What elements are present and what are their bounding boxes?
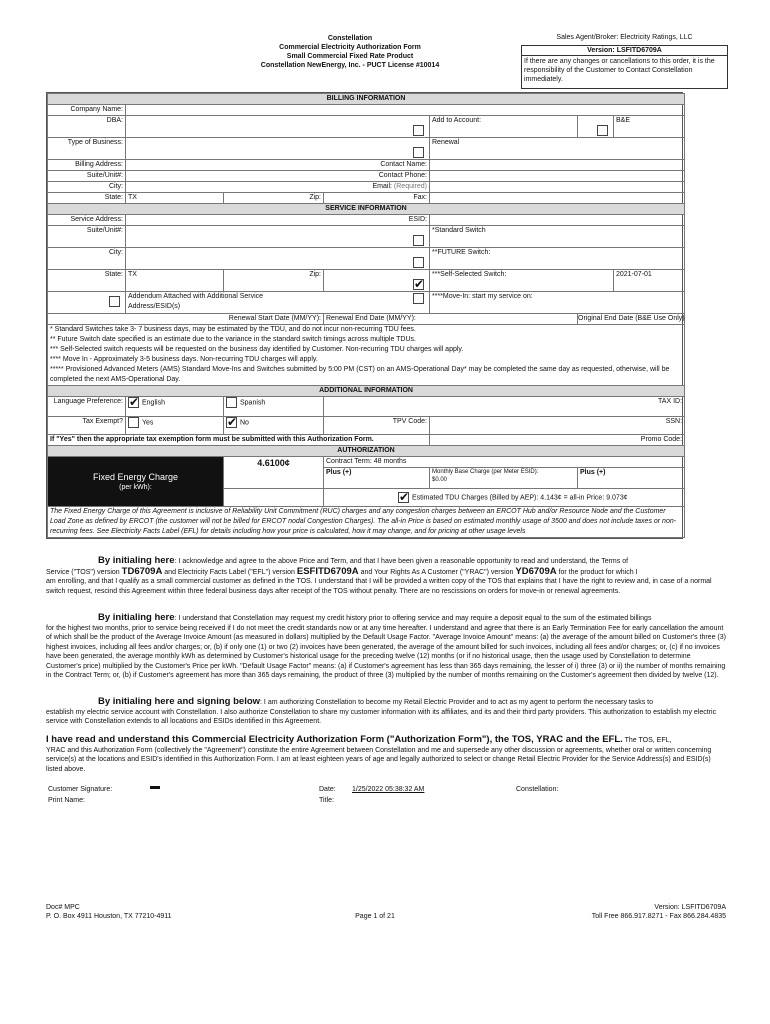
service-state-label: State:: [48, 270, 126, 292]
service-suite-label: Suite/Unit#:: [48, 226, 126, 248]
addendum-checkbox-cell[interactable]: [48, 292, 126, 314]
spanish-option[interactable]: Spanish: [224, 397, 324, 417]
service-suite-field[interactable]: [126, 226, 430, 248]
self-selected-date[interactable]: 2021-07-01: [614, 270, 685, 292]
billing-zip-label: Zip:: [224, 193, 324, 204]
move-in-label: ****Move-In: start my service on:: [430, 292, 685, 314]
billing-suite-label: Suite/Unit#:: [48, 171, 126, 182]
future-switch-checkbox[interactable]: [413, 257, 424, 268]
service-city-label: City:: [48, 248, 126, 270]
footer-right: [520, 903, 726, 921]
form-header: [230, 34, 470, 70]
header-right-box: [521, 34, 728, 89]
promo-code-label: Promo Code:: [430, 435, 685, 446]
constellation-label: Constellation:: [516, 786, 559, 793]
ssn-label: SSN:: [430, 417, 685, 435]
billing-state-value[interactable]: TX: [126, 193, 224, 204]
billing-address-label: Billing Address:: [48, 160, 126, 171]
title-label: Title:: [319, 797, 334, 804]
license-line: Constellation NewEnergy, Inc. - PUCT License #10014: [260, 62, 440, 69]
add-to-account-label: Add to Account:: [430, 116, 578, 138]
company-name-field[interactable]: [126, 105, 685, 116]
read-understand-lead: I have read and understand this Commercial Electricity Authorization Form ("Authorization Form"), the TOS, YRAC and the EFL.: [46, 734, 623, 745]
estimated-tdu: ✔Estimated TDU Charges (Billed by AEP): 4.143¢ = all-in Price: 9.073¢: [324, 489, 685, 507]
read-understand-paragraph: I have read and understand this Commercial Electricity Authorization Form ("Authorization Form"), the TOS, YRAC and the EFL. The TOS, EFL, YRAC and this Authorization Form (collectively the "Agreement") constitute the entire Agreement between Constellation and me and supersede any other discussion or agreements, whether oral or written concerning service(s) at the locations and ESID's identified in this Authorization Form. I am at least eighteen years of age and legally authorized to select or change Retail Electric Provider for the Service Address(s) and ESID(s) listed above.: [46, 734, 712, 773]
language-label: Language Preference:: [48, 397, 126, 417]
footer-left: [46, 903, 172, 921]
estimated-tdu-checkbox[interactable]: [398, 492, 409, 503]
billing-city-label: City:: [48, 182, 126, 193]
tos-version: TD6709A: [121, 565, 163, 577]
tax-no-checkbox[interactable]: [226, 417, 237, 428]
form-frame: [46, 92, 683, 539]
contract-term: Contract Term: 48 months: [324, 457, 685, 468]
tax-no-option[interactable]: ✔ No: [224, 417, 324, 435]
renewal-end-label: Renewal End Date (MM/YY):: [324, 314, 578, 325]
efl-version: ESFITD6709A: [296, 565, 359, 577]
date-value: 1/25/2022 05:38:32 AM: [352, 786, 425, 793]
addendum-checkbox[interactable]: [109, 296, 120, 307]
fax-label: Fax:: [324, 193, 430, 204]
english-checkbox[interactable]: [128, 397, 139, 408]
service-address-label: Service Address:: [48, 215, 126, 226]
plus-label-1: Plus (+): [324, 468, 430, 489]
addendum-cell: [126, 292, 430, 314]
initial-3-lead[interactable]: By initialing here and signing below: [98, 696, 261, 707]
dba-field[interactable]: [126, 116, 430, 138]
service-city-field[interactable]: [126, 248, 430, 270]
initial-3-paragraph: By initialing here and signing below: I am authorizing Constellation to become my Retail Electric Provider and to act as my agent to perform the necessary tasks to establish my electric service account with Constellation. I also authorize Constellation to share my customer information with its affiliates, and its and their third party providers. This authorization to establish my electric service with Constellation extends to all locations and ESIDs identified in this Agreement.: [46, 696, 717, 725]
renewal-checkbox[interactable]: [413, 147, 424, 158]
switch-notes: * Standard Switches take 3- 7 business days, may be estimated by the TDU, and do not incur non-recurring TDU fees. ** Future Switch date specified is an estimate due to the variance in the standard switch timings across multiple TDUs. *** Self-Selected switch requests will be requested on the business day identified by Customer. Non-recurring TDU charges will apply. **** Move In - Approximately 3-5 business days. Non-recurring TDU charges will apply. ***** Provisioned Advanced Meters (AMS) Standard Move-Ins and Switches submitted by 5:00 PM (CST) on an AMS-Operational Day* may be completed the same day as requested, otherwise, will be completed the next AMS-Operational Day.: [48, 325, 685, 386]
fax-field[interactable]: [430, 193, 685, 204]
billing-table: [47, 93, 685, 538]
form-title: Commercial Electricity Authorization Form: [279, 44, 421, 51]
customer-signature-mark[interactable]: ▬: [150, 781, 160, 792]
page-number: Page 1 of 21: [355, 913, 395, 920]
broker-line: Sales Agent/Broker: Electricity Ratings, LLC: [556, 34, 693, 41]
yrac-version: YD6709A: [515, 565, 557, 577]
renewal-label: Renewal: [430, 138, 685, 160]
type-of-business-label: Type of Business:: [48, 138, 126, 160]
esid-label: ESID:: [126, 215, 430, 226]
initial-2-paragraph: By initialing here: I understand that Constellation may request my credit history prior to offering service and may require a deposit equal to the sum of the estimated billings for the highest two months, prior to service being received if I do not meet the credit standards now or at any time hereafter. I understand and agree that there is an Early Termination Fee for early cancellation the amount of which shall be the product of the Average Invoice Amount (as measured in dollars) multiplied by the Default Usage Factor. "Average Invoice Amount" means: (a) the average of the amount billed on Customer's three (3) highest invoices, including all fees and/or charges; or, (b) if only one (1) or two (2) invoices have been generated, the average of the amount billed for such invoices, including all fees and/or charges; or, (c) if no invoices have been generated, the average monthly kWh as determined by Customer's historical usage for the preceding twelve (12) months (or if no historical usage, then the usage used by Constellation to determine Customer's price) multiplied by the Customer's Price per kWh. "Default Usage Factor" means: (a) if Customer's agreement has less than 365 days remaining, the lesser of i) three (3) or ii) the number of months remaining in the Contract Term; or, (b) if Customer's agreement has more than 365 days remaining, the product of three (3) multiplied by the number of months remaining on the Customer's agreement then divided by twelve (12).: [46, 612, 726, 679]
fixed-price: 4.6100¢: [224, 457, 324, 489]
move-in-checkbox[interactable]: [413, 293, 424, 304]
original-end-label: Original End Date (B&E Use Only): [578, 314, 685, 325]
service-zip-label: Zip:: [224, 270, 324, 292]
po-address: P. O. Box 4911 Houston, TX 77210-4911: [46, 913, 172, 920]
standard-switch-label: *Standard Switch: [430, 226, 685, 248]
company-title: Constellation: [327, 35, 373, 42]
print-name-label: Print Name:: [48, 797, 85, 804]
base-charge: Monthly Base Charge (per Meter ESID): $0.00: [430, 468, 578, 489]
contact-phone-field[interactable]: [430, 171, 685, 182]
change-note: If there are any changes or cancellations to this order, it is the responsibility of the Customer to Contact Constellation immediately.: [521, 56, 728, 89]
doc-number: Doc# MPC: [46, 904, 80, 911]
initial-1-lead[interactable]: By initialing here: [98, 555, 175, 566]
fixed-energy-charge-box: Fixed Energy Charge (per kWh):: [48, 457, 224, 507]
self-selected-label: ***Self-Selected Switch:: [430, 270, 614, 292]
contact-phone-label: Contact Phone:: [126, 171, 430, 182]
add-to-account-checkbox[interactable]: [413, 125, 424, 136]
self-selected-checkbox[interactable]: [413, 279, 424, 290]
billing-section-title: BILLING INFORMATION: [48, 94, 685, 105]
email-field[interactable]: [430, 182, 685, 193]
be-checkbox[interactable]: [597, 125, 608, 136]
tax-exempt-note: If "Yes" then the appropriate tax exemption form must be submitted with this Authorization Form.: [48, 435, 430, 446]
service-state-value[interactable]: TX: [126, 270, 224, 292]
fixed-charge-note: The Fixed Energy Charge of this Agreement is inclusive of Reliability Unit Commitment (RUC) charges and any congestion charges between an ERCOT Hub and/or Resource Node and the Customer Load Zone as defined by ERCOT (the customer will not be billed for ERCOT nodal Congestion Charges). The all-in Price is based on estimated monthly usage of 3500 and does not include taxes or non-recurring fees. See Electricity Facts Label (EFL) for details including how your price is calculated, how it may change, and for pricing at other usage levels: [48, 507, 685, 538]
email-label: Email: (Required): [126, 182, 430, 193]
future-switch-label: **FUTURE Switch:: [430, 248, 685, 270]
tax-yes-checkbox[interactable]: [128, 417, 139, 428]
tpv-code-label: TPV Code:: [324, 417, 430, 435]
date-label: Date:: [319, 786, 336, 793]
be-checkbox-cell[interactable]: [578, 116, 614, 138]
footer-phone: Toll Free 866.917.8271 - Fax 866.284.4835: [591, 913, 726, 920]
plus-label-2: Plus (+): [578, 468, 685, 489]
contact-name-label: Contact Name:: [126, 160, 430, 171]
tax-yes-option[interactable]: Yes: [126, 417, 224, 435]
billing-state-label: State:: [48, 193, 126, 204]
standard-switch-checkbox[interactable]: [413, 235, 424, 246]
version-box: Version: LSFITD6709A: [521, 45, 728, 56]
tax-exempt-label: Tax Exempt?: [48, 417, 126, 435]
customer-signature-label: Customer Signature:: [48, 786, 113, 793]
english-option[interactable]: ✔ English: [126, 397, 224, 417]
initial-1-paragraph: By initialing here: I acknowledge and agree to the above Price and Term, and that I have been given a reasonable opportunity to read and understand, the Terms of Service ("TOS") version TD6709A and Electricity Facts Label ("EFL") version ESFITD6709A and Your Rights As A Customer ("YRAC") version YD6709A for the product for which I am enrolling, and that I qualify as a small commercial customer as defined in the TOS. I understand that I will be provided a written copy of the TOS that explains that I have the right to review and, in case of a normal switch request, rescind this Agreement within three federal business days after receipt of the TOS without penalty. There are no rescissions on orders for move-in or renewal agreements.: [46, 555, 712, 595]
tax-id-label: TAX ID:: [324, 397, 685, 417]
addendum-label: Addendum Attached with Additional Service Address/ESID(s): [128, 293, 264, 310]
initial-2-lead[interactable]: By initialing here: [98, 612, 175, 623]
service-section-title: SERVICE INFORMATION: [48, 204, 685, 215]
footer-version: Version: LSFITD6709A: [654, 904, 726, 911]
esid-field[interactable]: [430, 215, 685, 226]
be-label: B&E: [614, 116, 685, 138]
product-title: Small Commercial Fixed Rate Product: [286, 53, 414, 60]
service-zip-field[interactable]: [324, 270, 430, 292]
dba-label: DBA:: [48, 116, 126, 138]
type-of-business-field[interactable]: [126, 138, 430, 160]
company-name-label: Company Name:: [48, 105, 126, 116]
price-spacer: [224, 489, 324, 507]
renewal-start-label: Renewal Start Date (MM/YY):: [48, 314, 324, 325]
spanish-checkbox[interactable]: [226, 397, 237, 408]
contact-name-field[interactable]: [430, 160, 685, 171]
additional-section-title: ADDITIONAL INFORMATION: [48, 386, 685, 397]
authorization-section-title: AUTHORIZATION: [48, 446, 685, 457]
